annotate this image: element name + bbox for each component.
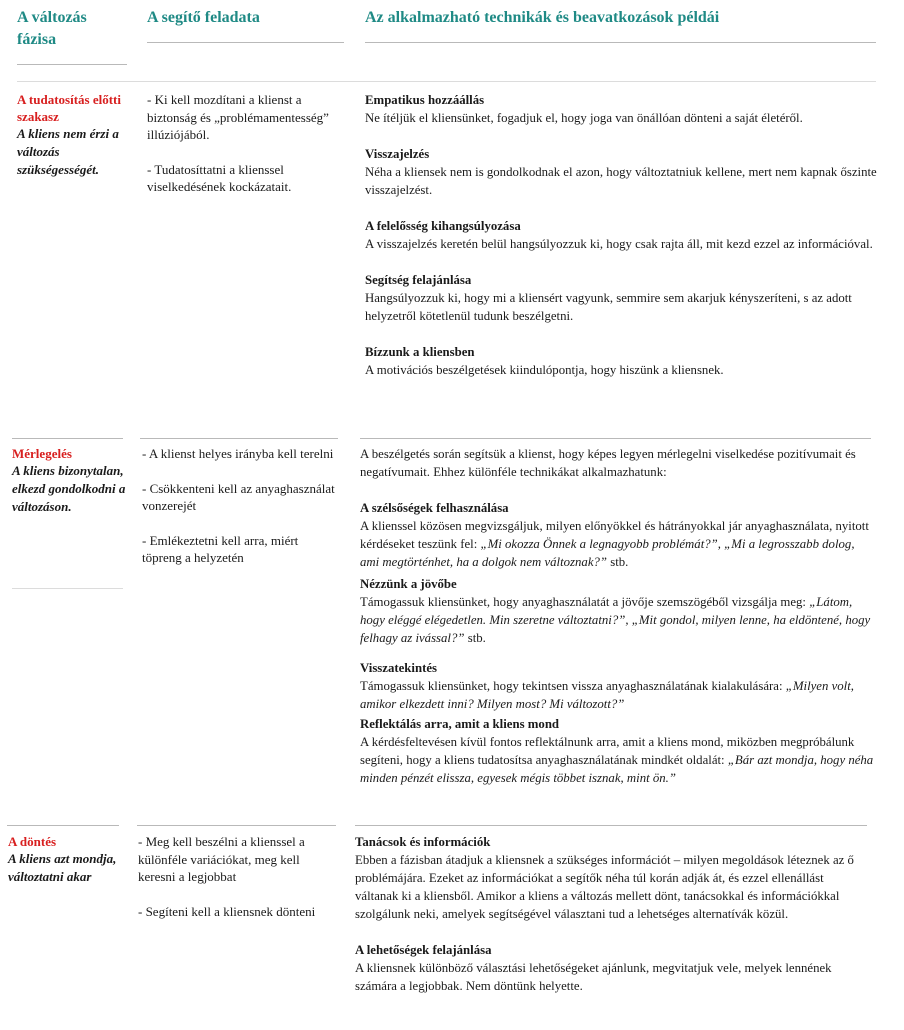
technique-title: Reflektálás arra, amit a kliens mond (360, 717, 560, 731)
task-item: - A klienst helyes irányba kell terelni (142, 446, 334, 461)
phase-title: A tudatosítás előtti szakasz (17, 92, 121, 124)
technique-title: Visszajelzés (365, 147, 430, 161)
task-item: - Csökkenteni kell az anyaghasználat vonzerejét (142, 480, 335, 513)
task-cell-2 (142, 445, 338, 584)
task-item: - Tudatosíttatni a klienssel viselkedésének kockázatait. (147, 161, 292, 194)
technique-text: A klienssel közösen megvizsgáljuk, milyen előnyökkel és hátrányokkal jár anyaghasználata, nyitott kérdéseket teszünk fel: „Mi okozza Önnek a legnagyobb problémát?”, „Mi a legrosszabb dolog, ami megtörténhet, ha a dolgok nem változnak?” stb. (360, 519, 869, 569)
row2-rule-helper (140, 438, 338, 439)
technique-quote: „Látom, hogy eléggé elégedetlen. Min szeretne változtatni?”, „Mit gondol, milyen lenne, ha eldöntené, hogy felhagy az ivással?” (360, 595, 871, 645)
phase-description: A kliens nem érzi a változás szükségességét. (17, 126, 119, 177)
technique-title: Nézzünk a jövőbe (360, 577, 457, 591)
technique-block (365, 217, 877, 253)
header-rule-helper (147, 42, 344, 43)
technique-text: Néha a kliensek nem is gondolkodnak el azon, hogy változtatniuk kellene, mert nem kapnak őszinte visszajelzést. (365, 165, 877, 197)
technique-block (355, 941, 870, 995)
technique-quote: „Mi okozza Önnek a legnagyobb problémát?”, „Mi a legrosszabb dolog, ami megtörténhet, ha a dolgok nem változnak?” (360, 537, 855, 569)
technique-text: Ne ítéljük el kliensünket, fogadjuk el, hogy joga van önállóan dönteni a saját életéről. (365, 111, 803, 125)
technique-title: Segítség felajánlása (365, 273, 472, 287)
technique-block (365, 271, 877, 325)
technique-title: A szélsőségek felhasználása (360, 501, 509, 515)
phase-description: A kliens azt mondja, változtatni akar (8, 851, 117, 884)
technique-quote: „Milyen volt, amikor elkezdett inni? Milyen most? Mi változott?” (360, 679, 854, 711)
technique-title: A felelősség kihangsúlyozása (365, 219, 521, 233)
header-rule-techniques (365, 42, 876, 43)
technique-title: Bízzunk a kliensben (365, 345, 475, 359)
technique-block (360, 575, 875, 647)
row3-rule-helper (137, 825, 336, 826)
technique-block (355, 833, 870, 923)
technique-text: A visszajelzés keretén belül hangsúlyozzuk ki, hogy csak rajta áll, mit kezd ezzel az információval. (365, 237, 873, 251)
task-cell-3 (138, 833, 334, 937)
row2-phase-bottom-rule (12, 588, 123, 589)
header-phase: A változás fázisa (17, 9, 87, 48)
technique-block (365, 145, 877, 199)
technique-block (365, 343, 877, 379)
phase-title: Mérlegelés (12, 446, 72, 461)
technique-text: A kérdésfeltevésen kívül fontos reflektálnunk arra, amit a kliens mond, miközben megpróbálunk segíteni, hogy a kliens tudatosítsa anyaghasználatának mindkét oldalát: „Bár azt mondja, hogy néha minden pénzét elissza, egyesek mégis többet isznak, mint ön.” (360, 735, 874, 785)
technique-text: Hangsúlyozzuk ki, hogy mi a kliensért vagyunk, semmire sem akarjuk kényszeríteni, s az adott helyzetről kötetlenül tudunk beszélgetni. (365, 291, 852, 323)
technique-text: A kliensnek különböző választási lehetőségeket ajánlunk, megvitatjuk vele, melyek lennének számára a legjobbak. Nem döntünk helyette. (355, 961, 832, 993)
technique-text: A motivációs beszélgetések kiindulópontja, hogy hiszünk a kliensnek. (365, 363, 724, 377)
row2-rule-phase (12, 438, 123, 439)
task-item: - Meg kell beszélni a klienssel a különféle variációkat, meg kell keresni a legjobbat (138, 834, 305, 884)
phase-cell-2 (12, 445, 128, 516)
technique-title: A lehetőségek felajánlása (355, 943, 492, 957)
technique-quote: „Bár azt mondja, hogy néha minden pénzét elissza, egyesek mégis többet isznak, mint ön.” (360, 753, 874, 785)
task-item: - Emlékeztetni kell arra, miért töpreng a helyzetén (142, 532, 299, 565)
row2-rule-techniques (360, 438, 871, 439)
technique-title: Visszatekintés (360, 661, 438, 675)
phase-cell-1 (17, 91, 129, 179)
row3-rule-techniques (355, 825, 867, 826)
technique-block (360, 499, 875, 571)
phase-title: A döntés (8, 834, 57, 849)
technique-text: Támogassuk kliensünket, hogy tekintsen vissza anyaghasználatának kialakulására: „Milyen volt, amikor elkezdett inni? Milyen most? Mi változott?” (360, 679, 854, 711)
header-helper: A segítő feladata (147, 9, 260, 26)
technique-title: Empatikus hozzáállás (365, 93, 485, 107)
header-techniques: Az alkalmazható technikák és beavatkozások példái (365, 9, 720, 26)
technique-intro: A beszélgetés során segítsük a klienst, hogy képes legyen mérlegelni viselkedése pozitívumait és negatívumait. Ehhez különféle technikákat alkalmazhatunk: (360, 447, 856, 479)
task-item: - Segíteni kell a kliensnek dönteni (138, 903, 316, 919)
technique-title: Tanácsok és információk (355, 835, 491, 849)
technique-block (365, 91, 877, 127)
technique-cell-3 (355, 833, 870, 995)
technique-cell-2 (360, 445, 875, 787)
technique-text: Ebben a fázisban átadjuk a kliensnek a szükséges információt – milyen megoldások léteznek az ő problémájára. Ezeket az információkat a segítők néha túl korán adják át, és ezzel ellenállást váltanak ki a kliensből. Amikor a kliens a változás mellett dönt, tanácsokkal és információkkal szolgálunk neki, amelyek segítségével választani tud a lehetséges alternatívák közül. (355, 853, 854, 921)
task-item: - Ki kell mozdítani a klienst a biztonság és „problémamentesség” illúziójából. (147, 92, 329, 142)
header-bottom-rule (17, 81, 876, 82)
technique-text: Támogassuk kliensünket, hogy anyaghasználatát a jövője szemszögéből vizsgálja meg: „Látom, hogy eléggé elégedetlen. Min szeretne változtatni?”, „Mit gondol, milyen lenne, ha eldöntené, hogy felhagy az ivással?” stb. (360, 595, 871, 645)
phase-cell-3 (8, 833, 124, 886)
row3-rule-phase (7, 825, 119, 826)
phase-description: A kliens bizonytalan, elkezd gondolkodni a változáson. (12, 463, 126, 514)
technique-block (360, 659, 875, 713)
header-rule-phase (17, 64, 127, 65)
technique-cell-1 (365, 91, 877, 379)
task-cell-1 (147, 91, 345, 213)
technique-block (360, 715, 875, 787)
